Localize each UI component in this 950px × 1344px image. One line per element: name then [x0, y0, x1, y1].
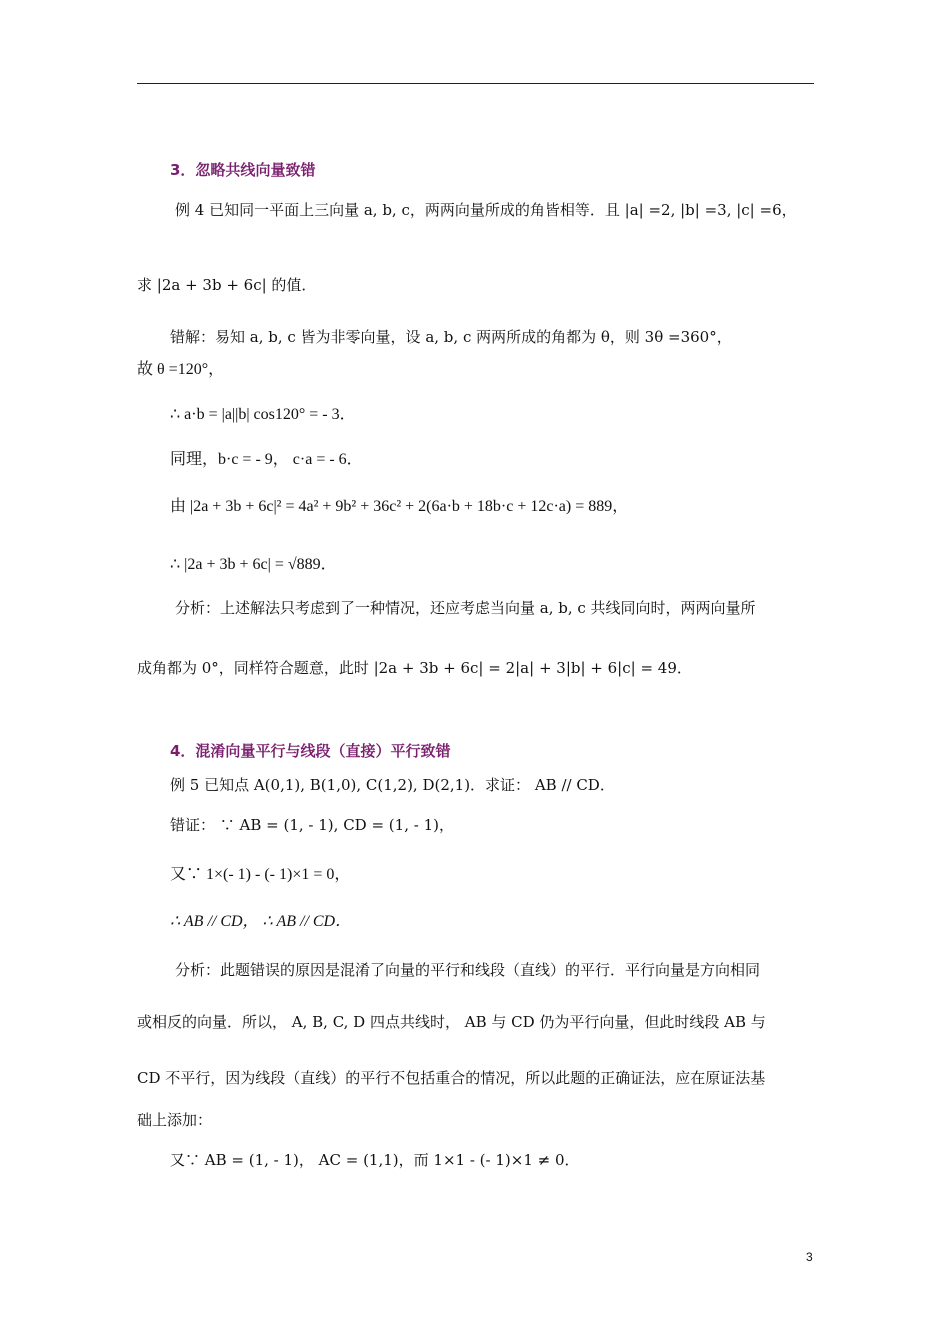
wrong-solution-line-1: 错解：易知 a, b, c 皆为非零向量，设 a, b, c 两两所成的角都为 θ，则 3θ =360°，	[170, 328, 732, 346]
example-4-statement: 例 4 已知同一平面上三向量 a, b, c，两两向量所成的角皆相等．且 |a| =2, |b| =3, |c| =6，	[175, 201, 797, 219]
example-5-statement: 例 5 已知点 A(0,1), B(1,0), C(1,2), D(2,1)．求证： AB // CD．	[170, 776, 615, 794]
example-4-question: 求 |2a + 3b + 6c| 的值．	[137, 276, 317, 294]
section-3-heading: 3．忽略共线向量致错	[170, 161, 316, 179]
analysis-4-line-2: 成角都为 0°，同样符合题意，此时 |2a + 3b + 6c| = 2|a| + 3|b| + 6|c| = 49．	[137, 659, 692, 677]
wrong-solution-line-4: 同理，b·c = - 9， c·a = - 6．	[170, 451, 363, 468]
page-number: 3	[806, 1250, 813, 1264]
section-4-heading: 4．混淆向量平行与线段（直接）平行致错	[170, 742, 451, 760]
analysis-5-line-1: 分析：此题错误的原因是混淆了向量的平行和线段（直线）的平行．平行向量是方向相同	[175, 961, 761, 979]
analysis-5-line-2: 或相反的向量．所以， A, B, C, D 四点共线时， AB 与 CD 仍为平行向量，但此时线段 AB 与	[137, 1013, 766, 1031]
wrong-solution-line-2: 故 θ =120°，	[137, 361, 225, 378]
wrong-solution-line-3: ∴ a·b = |a||b| cos120° = - 3．	[170, 406, 356, 423]
analysis-4-line-1: 分析：上述解法只考虑到了一种情况，还应考虑当向量 a, b, c 共线同向时，两两向量所	[175, 599, 756, 617]
wrong-solution-line-6: ∴ |2a + 3b + 6c| = √889．	[170, 556, 337, 573]
wrong-proof-line-2: 又∵ 1×(- 1) - (- 1)×1 = 0，	[170, 866, 351, 883]
wrong-solution-line-5: 由 |2a + 3b + 6c|² = 4a² + 9b² + 36c² + 2(6a·b + 18b·c + 12c·a) = 889，	[170, 498, 629, 515]
wrong-proof-line-1: 错证： ∵ AB = (1, - 1), CD = (1, - 1)，	[170, 816, 454, 834]
wrong-proof-line-3: ∴ AB // CD， ∴ AB // CD．	[170, 913, 352, 930]
analysis-5-line-4: 础上添加：	[137, 1111, 213, 1129]
analysis-5-line-3: CD 不平行，因为线段（直线）的平行不包括重合的情况，所以此题的正确证法，应在原证法基	[137, 1069, 766, 1087]
correct-proof-addition: 又∵ AB = (1, - 1)， AC = (1,1)，而 1×1 - (- 1)×1 ≠ 0．	[170, 1151, 580, 1169]
header-rule	[137, 83, 814, 84]
